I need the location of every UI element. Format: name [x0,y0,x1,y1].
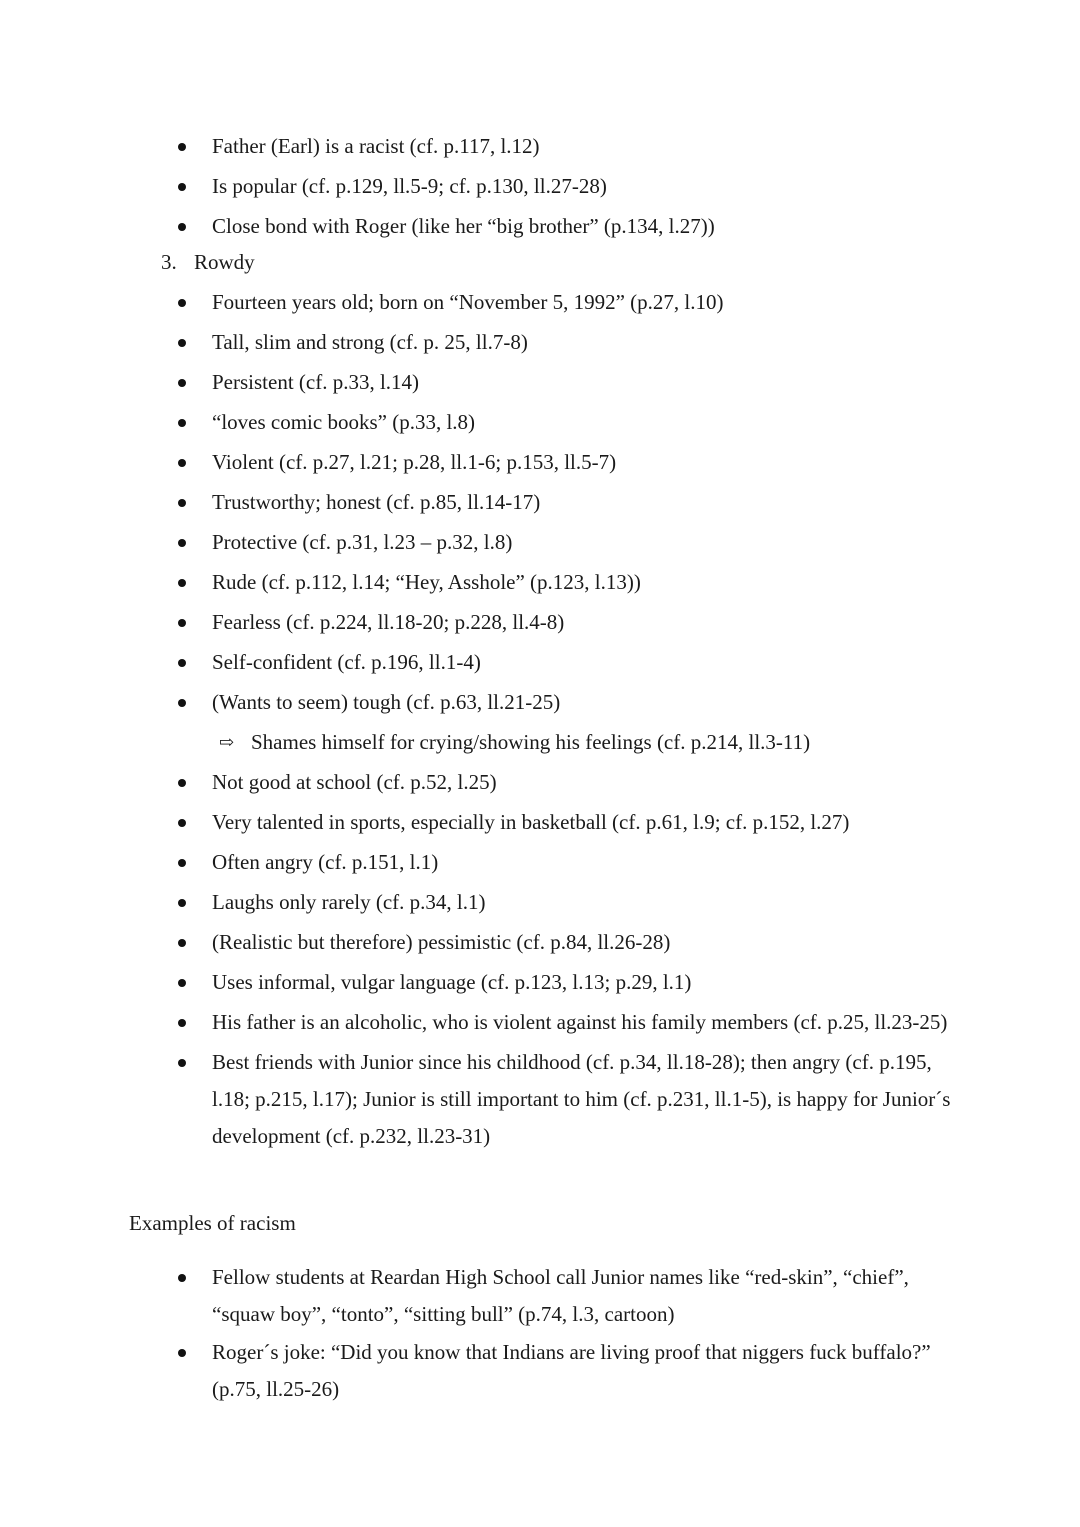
bullet-icon [178,379,186,387]
bullet-icon [178,659,186,667]
bullet-icon [178,1059,186,1067]
bullet-icon [178,779,186,787]
list-item: Uses informal, vulgar language (cf. p.123, l.13; p.29, l.1) [178,964,968,1001]
sub-item: ⇨ Shames himself for crying/showing his feelings (cf. p.214, ll.3-11) [178,724,968,761]
bullet-icon [178,499,186,507]
list-item: Laughs only rarely (cf. p.34, l.1) [178,884,968,921]
list-item: Close bond with Roger (like her “big brother” (p.134, l.27)) [178,208,968,245]
list-item: Fourteen years old; born on “November 5, 1992” (p.27, l.10) [178,284,968,321]
bullet-icon [178,299,186,307]
list-item: (Realistic but therefore) pessimistic (cf. p.84, ll.26-28) [178,924,968,961]
list-item: Is popular (cf. p.129, ll.5-9; cf. p.130, ll.27-28) [178,168,968,205]
bullet-icon [178,339,186,347]
list-item: Self-confident (cf. p.196, ll.1-4) [178,644,968,681]
arrow-right-icon: ⇨ [219,732,235,752]
heading-number: 3. [161,250,177,274]
bullet-icon [178,223,186,231]
bullet-icon [178,1274,186,1282]
bullet-icon [178,699,186,707]
list-item: Fearless (cf. p.224, ll.18-20; p.228, ll.4-8) [178,604,968,641]
list-item: Fellow students at Reardan High School call Junior names like “red-skin”, “chief”, “squaw boy”, “tonto”, “sitting bull” (p.74, l.3, cartoon) [178,1259,968,1333]
list-item: Trustworthy; honest (cf. p.85, ll.14-17) [178,484,968,521]
list-item: Not good at school (cf. p.52, l.25) [178,764,968,801]
list-item: Best friends with Junior since his childhood (cf. p.34, ll.18-28); then angry (cf. p.195, l.18; p.215, l.17); Junior is still important to him (cf. p.231, ll.1-5), is happy for Junior´s development (cf. p.232, ll.23-31) [178,1044,968,1155]
list-item: His father is an alcoholic, who is violent against his family members (cf. p.25, ll.23-25) [178,1004,968,1041]
list-item: Often angry (cf. p.151, l.1) [178,844,968,881]
bullet-icon [178,859,186,867]
bullet-icon [178,539,186,547]
section-heading-rowdy [161,246,255,278]
bullet-icon [178,1019,186,1027]
bullet-icon [178,459,186,467]
bullet-icon [178,899,186,907]
racism-examples-list [178,1259,968,1409]
rowdy-traits-list [178,284,968,1158]
list-item: Violent (cf. p.27, l.21; p.28, ll.1-6; p.153, ll.5-7) [178,444,968,481]
list-item: Father (Earl) is a racist (cf. p.117, l.12) [178,128,968,165]
list-item: Roger´s joke: “Did you know that Indians are living proof that niggers fuck buffalo?” (p.75, ll.25-26) [178,1334,968,1408]
bullet-icon [178,819,186,827]
character-traits-list [178,128,968,248]
heading-label: Rowdy [194,250,255,274]
bullet-icon [178,979,186,987]
bullet-icon [178,619,186,627]
bullet-icon [178,939,186,947]
section-title-racism: Examples of racism [129,1211,296,1235]
list-item: “loves comic books” (p.33, l.8) [178,404,968,441]
bullet-icon [178,579,186,587]
list-item: Protective (cf. p.31, l.23 – p.32, l.8) [178,524,968,561]
bullet-icon [178,1349,186,1357]
list-item: Rude (cf. p.112, l.14; “Hey, Asshole” (p.123, l.13)) [178,564,968,601]
list-item: Tall, slim and strong (cf. p. 25, ll.7-8) [178,324,968,361]
bullet-icon [178,419,186,427]
list-item: Very talented in sports, especially in basketball (cf. p.61, l.9; cf. p.152, l.27) [178,804,968,841]
bullet-icon [178,143,186,151]
list-item: (Wants to seem) tough (cf. p.63, ll.21-25) [178,684,968,721]
list-item: Persistent (cf. p.33, l.14) [178,364,968,401]
bullet-icon [178,183,186,191]
